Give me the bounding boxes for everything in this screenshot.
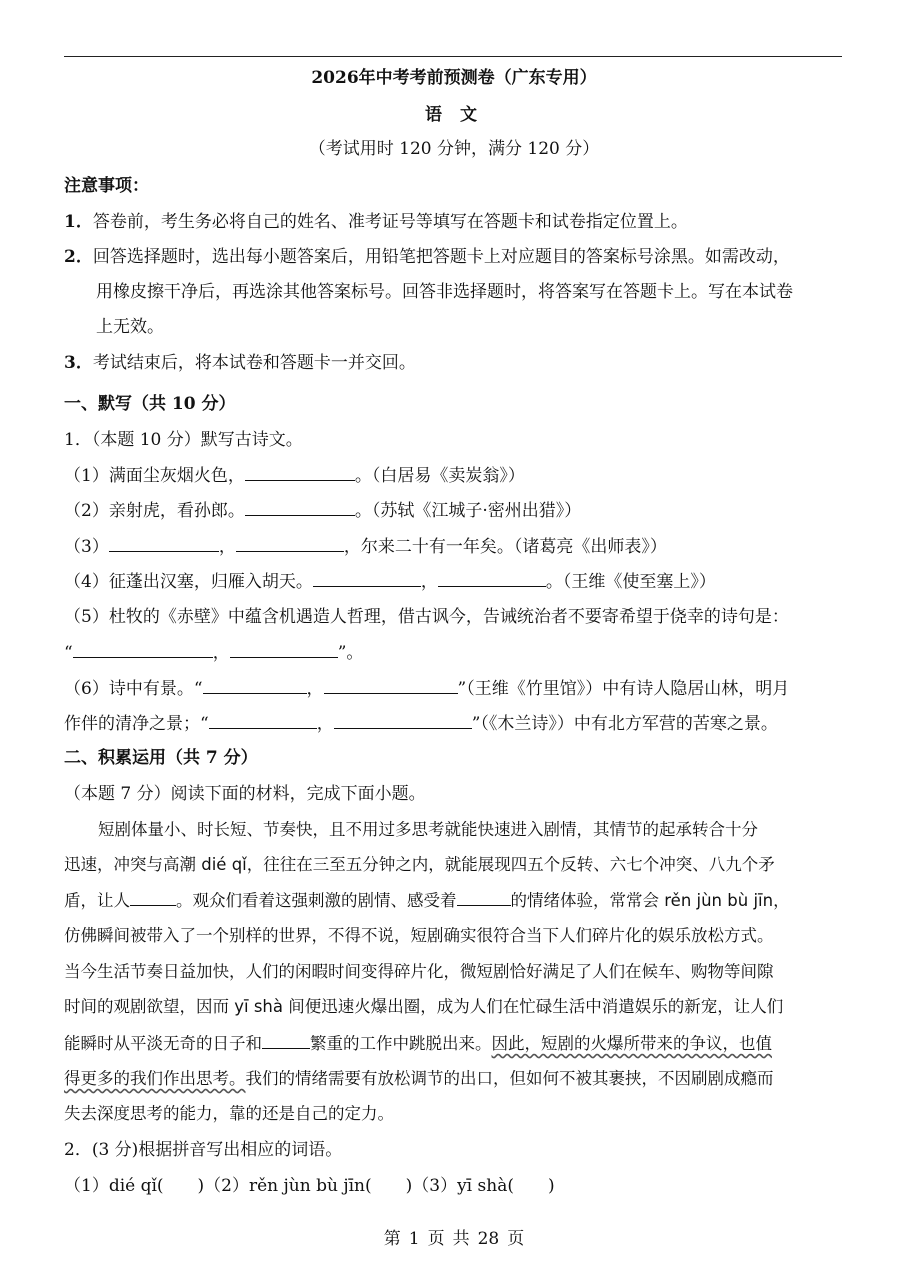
q1-item-text: ， <box>420 572 438 592</box>
q1-item-text: （1）满面尘灰烟火色， <box>64 466 245 486</box>
total-pages: 28 <box>477 1229 500 1249</box>
q1-item-text: （2）亲射虎，看孙郎。 <box>64 501 245 521</box>
answer-blank[interactable] <box>262 1031 310 1049</box>
q1-item-text: 。（苏轼《江城子·密州出猎》） <box>354 501 582 521</box>
q1-item-2 <box>64 498 844 523</box>
q1-item-4 <box>64 569 844 594</box>
page-footer <box>64 1224 844 1249</box>
passage-line: 短剧体量小、时长短、节奏快，且不用过多思考就能快速进入剧情，其情节的起承转合十分 <box>98 820 758 839</box>
q1-item-text: ， <box>218 537 236 557</box>
footer-text: 页 <box>507 1229 525 1249</box>
passage-line <box>64 1031 844 1056</box>
footer-text: 第 <box>383 1229 401 1249</box>
q1-item-text: ，尔来二十有一年矣。（诸葛亮《出师表》） <box>343 537 667 557</box>
q1-item-text: ， <box>212 643 230 663</box>
page-number: 1 <box>408 1229 420 1249</box>
passage-text: 能瞬时从平淡无奇的日子和 <box>64 1034 262 1053</box>
section2-heading: 二、积累运用（共 7 分） <box>64 748 258 768</box>
answer-blank[interactable] <box>109 534 219 552</box>
passage-line <box>64 1067 844 1091</box>
header-rule <box>64 56 842 57</box>
passage-text: 盾，让人 <box>64 891 130 910</box>
q1-item-text: （3） <box>64 537 109 557</box>
q1-item-text: 。（王维《使至塞上》） <box>545 572 716 592</box>
answer-blank[interactable] <box>313 569 421 587</box>
passage-line: 迅速，冲突与高潮 dié qǐ，往往在三至五分钟之内，就能展现四五个反转、六七个冲突、八九个矛 <box>64 855 775 874</box>
section1-heading: 一、默写（共 10 分） <box>64 394 236 414</box>
footer-text: 页 <box>427 1229 445 1249</box>
notice-item-1 <box>64 210 844 234</box>
subject-title: 语 文 <box>425 105 483 125</box>
answer-blank[interactable] <box>73 640 213 658</box>
q1-item-text: （4）征蓬出汉塞，归雁入胡天。 <box>64 572 313 592</box>
answer-blank[interactable] <box>438 569 546 587</box>
q1-item-5-cont <box>64 640 844 665</box>
exam-info: （考试用时 120 分钟，满分 120 分） <box>308 139 600 159</box>
q2-items: （1）dié qǐ( )（2）rěn jùn bù jīn( )（3）yī shà( ) <box>64 1176 555 1196</box>
q1-item-5: （5）杜牧的《赤壁》中蕴含机遇造人哲理，借古讽今，告诫统治者不要寄希望于侥幸的诗句是： <box>64 607 789 627</box>
section2-intro: （本题 7 分）阅读下面的材料，完成下面小题。 <box>64 784 426 804</box>
q1-item-text: 作伴的清净之景；“ <box>64 714 209 734</box>
q1-item-text: 。（白居易《卖炭翁》） <box>354 466 525 486</box>
notice-num: 1． <box>64 212 93 232</box>
q1-item-text: “ <box>64 643 73 663</box>
q1-item-text: ”（王维《竹里馆》）中有诗人隐居山林，明月 <box>457 679 790 699</box>
notice-item-2 <box>64 245 844 269</box>
q1-item-text: ， <box>316 714 334 734</box>
notice-text: 答卷前，考生务必将自己的姓名、准考证号等填写在答题卡和试卷指定位置上。 <box>92 212 688 232</box>
answer-blank[interactable] <box>203 676 307 694</box>
notice-item-2-cont: 用橡皮擦干净后，再选涂其他答案标号。回答非选择题时，将答案写在答题卡上。写在本试卷 <box>96 282 793 302</box>
answer-blank[interactable] <box>245 463 355 481</box>
notice-num: 2． <box>64 247 93 267</box>
question-1: 1．（本题 10 分）默写古诗文。 <box>64 430 303 450</box>
notice-item-3 <box>64 351 844 375</box>
answer-blank[interactable] <box>457 888 511 906</box>
notice-item-2-cont2: 上无效。 <box>96 317 164 337</box>
passage-line: 失去深度思考的能力，靠的还是自己的定力。 <box>64 1104 394 1123</box>
passage-line: 当今生活节奏日益加快，人们的闲暇时间变得碎片化，微短剧恰好满足了人们在候车、购物等间隙 <box>64 962 774 981</box>
answer-blank[interactable] <box>230 640 338 658</box>
passage-text: 的情绪体验，常常会 rěn jùn bù jīn， <box>510 891 790 910</box>
passage-text: 繁重的工作中跳脱出来。 <box>310 1034 492 1053</box>
passage-line: 仿佛瞬间被带入了一个别样的世界，不得不说，短剧确实很符合当下人们碎片化的娱乐放松方式。 <box>64 926 774 945</box>
notice-num: 3． <box>64 353 93 373</box>
answer-blank[interactable] <box>245 498 355 516</box>
passage-line <box>64 888 844 913</box>
answer-blank[interactable] <box>334 711 472 729</box>
notice-text: 考试结束后，将本试卷和答题卡一并交回。 <box>92 353 416 373</box>
q1-item-text: （6）诗中有景。“ <box>64 679 203 699</box>
answer-blank[interactable] <box>324 676 458 694</box>
passage-text: 。观众们看着这强刺激的剧情、感受着 <box>176 891 457 910</box>
answer-blank[interactable] <box>130 888 176 906</box>
q1-item-text: ， <box>306 679 324 699</box>
footer-text: 共 <box>452 1229 470 1249</box>
q1-item-3 <box>64 534 844 559</box>
q1-item-6 <box>64 676 844 701</box>
wavy-underlined-sentence: 因此，短剧的火爆所带来的争议，也值 <box>491 1034 772 1053</box>
answer-blank[interactable] <box>236 534 344 552</box>
exam-title: 2026年中考考前预测卷（广东专用） <box>311 68 597 88</box>
q1-item-1 <box>64 463 844 488</box>
q1-item-6-cont <box>64 711 844 736</box>
answer-blank[interactable] <box>209 711 317 729</box>
q1-item-text: ”。 <box>337 643 364 663</box>
notice-heading: 注意事项： <box>64 176 149 196</box>
q1-item-text: ”（《木兰诗》）中有北方军营的苦寒之景。 <box>471 714 778 734</box>
notice-text: 回答选择题时，选出每小题答案后，用铅笔把答题卡上对应题目的答案标号涂黑。如需改动， <box>92 247 790 267</box>
passage-line: 时间的观剧欲望，因而 yī shà 间便迅速火爆出圈，成为人们在忙碌生活中消遣娱乐的新宠，让人们 <box>64 997 784 1016</box>
passage-text: 我们的情绪需要有放松调节的出口，但如何不被其裹挟，不因刷剧成瘾而 <box>245 1069 774 1088</box>
question-2: 2．(3 分)根据拼音写出相应的词语。 <box>64 1140 343 1160</box>
wavy-underlined-sentence: 得更多的我们作出思考。 <box>64 1069 246 1088</box>
